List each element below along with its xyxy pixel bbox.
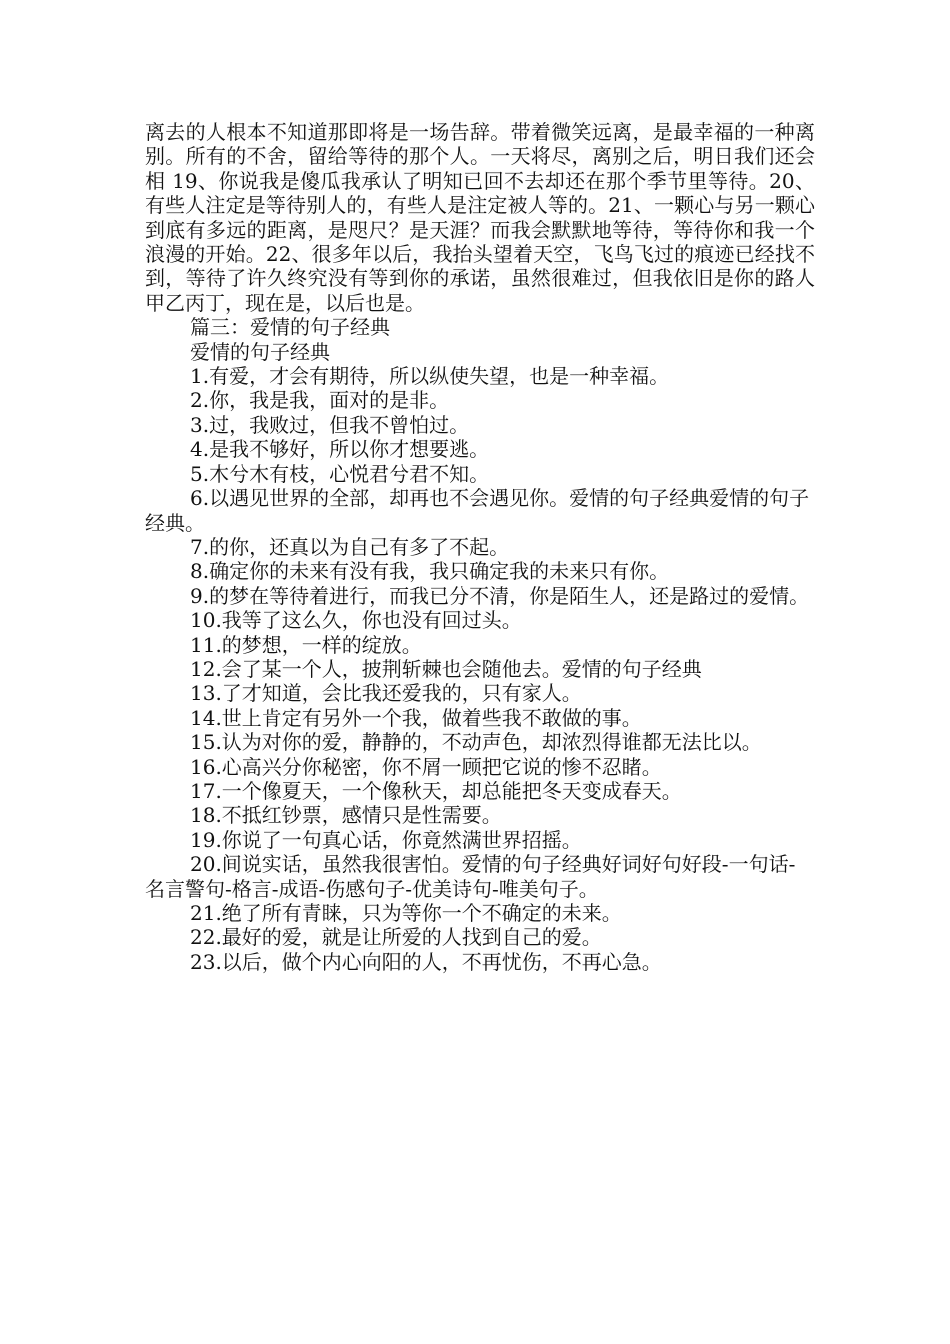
list-item: 9.的梦在等待着进行，而我已分不清，你是陌生人，还是路过的爱情。: [190, 583, 810, 608]
list-item: 6.以遇见世界的全部，却再也不会遇见你。爱情的句子经典爱情的句子经典。: [145, 486, 810, 535]
list-item: 1.有爱，才会有期待，所以纵使失望，也是一种幸福。: [190, 364, 670, 389]
list-item: 11.的梦想，一样的绽放。: [190, 632, 422, 657]
list-item: 15.认为对你的爱，静静的，不动声色，却浓烈得谁都无法比以。: [190, 730, 762, 755]
list-item: 3.过，我败过，但我不曾怕过。: [190, 412, 470, 437]
list-item: 23.以后，做个内心向阳的人，不再忧伤，不再心急。: [190, 949, 662, 974]
list-item: 10.我等了这么久，你也没有回过头。: [190, 608, 522, 633]
list-item: 2.你，我是我，面对的是非。: [190, 388, 450, 413]
list-item: 4.是我不够好，所以你才想要逃。: [190, 437, 490, 462]
list-item: 19.你说了一句真心话，你竟然满世界招摇。: [190, 827, 582, 852]
list-item: 20.间说实话，虽然我很害怕。爱情的句子经典好词好句好段-一句话-名言警句-格言-成语-伤感句子-优美诗句-唯美句子。: [145, 852, 796, 901]
list-item: 14.世上肯定有另外一个我，做着些我不敢做的事。: [190, 705, 642, 730]
section-heading: 篇三：爱情的句子经典: [190, 315, 390, 340]
list-item: 5.木兮木有枝，心悦君兮君不知。: [190, 461, 490, 486]
intro-paragraph: 离去的人根本不知道那即将是一场告辞。带着微笑远离，是最幸福的一种离别。所有的不舍，留给等待的那个人。一天将尽，离别之后，明日我们还会相 19、你说我是傻瓜我承认了明知已回不去却还在那个季节里等待。20、有些人注定是等待别人的，有些人是注定被人等的。21、一颗心与另一颗心到底有多远的距离，是咫尺？是天涯？而我会默默地等待，等待你和我一个浪漫的开始。22、很多年以后，我抬头望着天空，飞鸟飞过的痕迹已经找不到，等待了许久终究没有等到你的承诺，虽然很难过，但我依旧是你的路人甲乙丙丁，现在是，以后也是。: [145, 120, 815, 315]
document-page: [145, 120, 815, 974]
list-item: 12.会了某一个人，披荆斩棘也会随他去。爱情的句子经典: [190, 656, 702, 681]
list-item: 7.的你，还真以为自己有多了不起。: [190, 534, 510, 559]
list-item: 22.最好的爱，就是让所爱的人找到自己的爱。: [190, 925, 602, 950]
list-item: 17.一个像夏天，一个像秋天，却总能把冬天变成春天。: [190, 778, 682, 803]
list-item: 21.绝了所有青睐，只为等你一个不确定的未来。: [190, 901, 622, 925]
list-item: 13.了才知道，会比我还爱我的，只有家人。: [190, 681, 582, 706]
document-subtitle: 爱情的句子经典: [190, 339, 330, 364]
list-item: 16.心高兴分你秘密，你不屑一顾把它说的惨不忍睹。: [190, 754, 662, 779]
list-item: 18.不抵红钞票，感情只是性需要。: [190, 803, 502, 828]
list-item: 8.确定你的未来有没有我，我只确定我的未来只有你。: [190, 559, 670, 584]
